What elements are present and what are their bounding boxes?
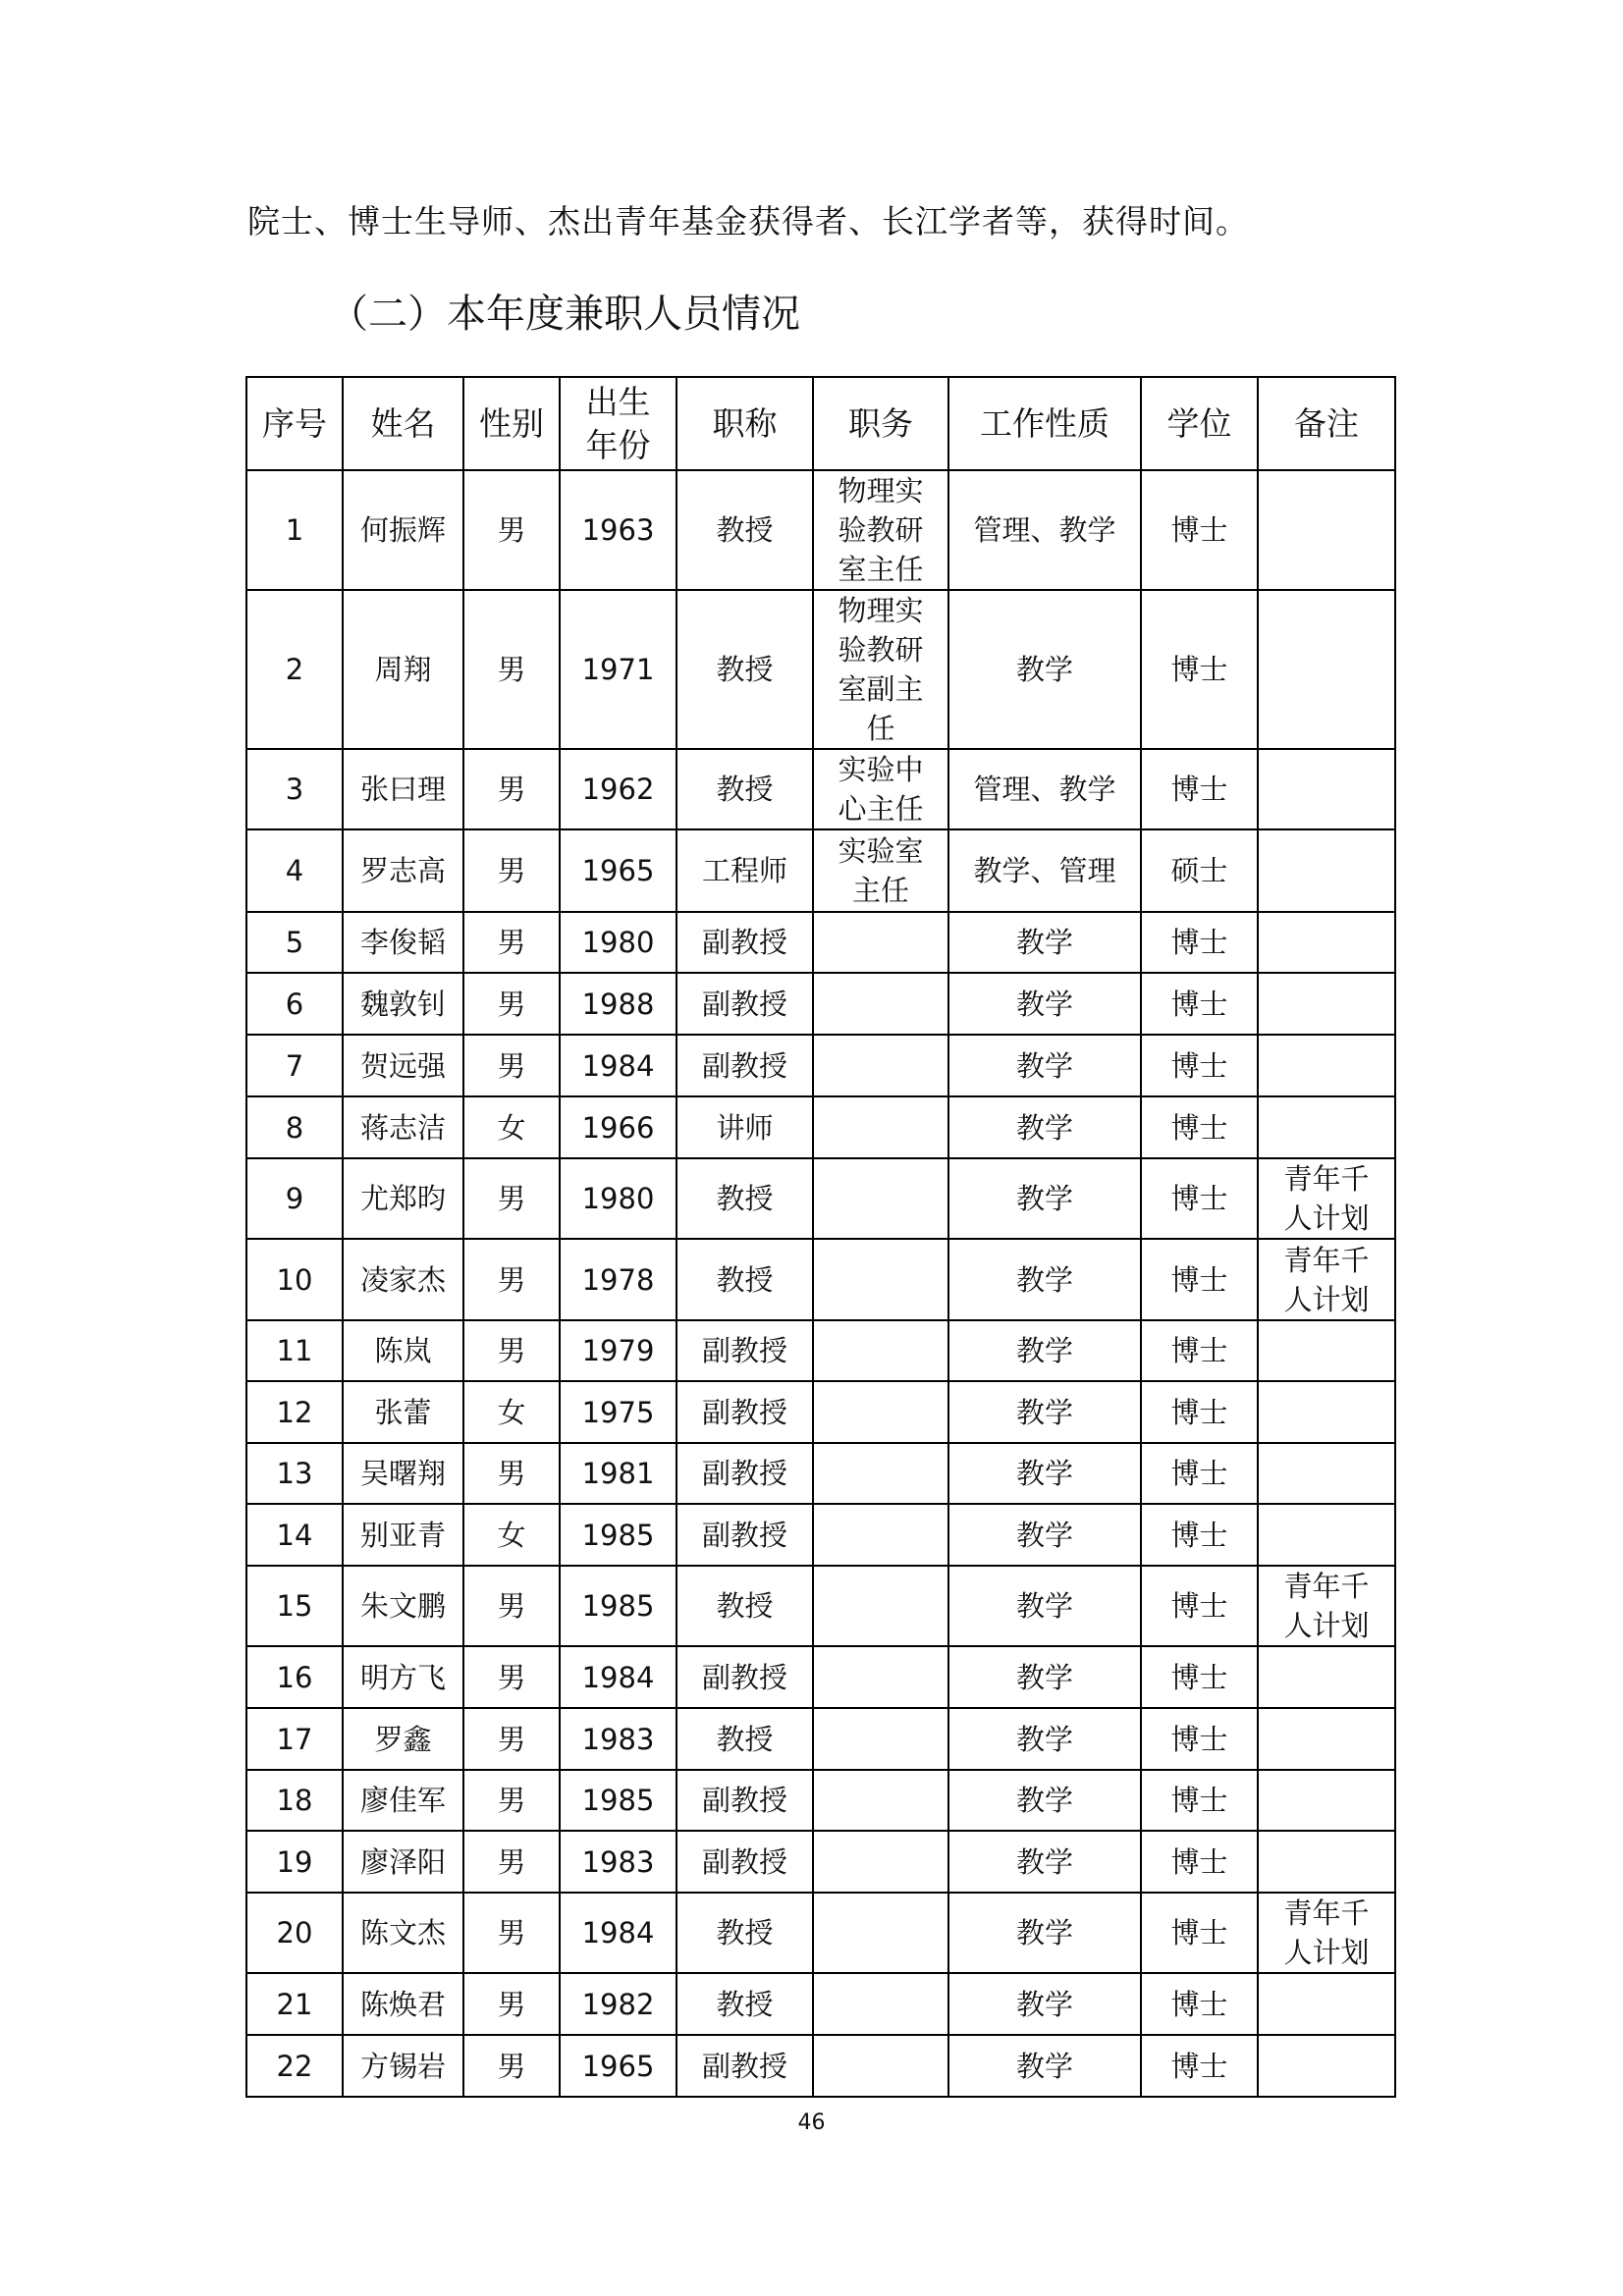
cell-seq: 22: [246, 2035, 343, 2097]
cell-seq: 12: [246, 1381, 343, 1443]
cell-gender: 男: [463, 590, 560, 749]
table-row: [246, 1320, 1395, 1381]
cell-gender: 男: [463, 1831, 560, 1893]
cell-name: 陈文杰: [343, 1893, 463, 1973]
table-row: [246, 590, 1395, 749]
cell-gender: 女: [463, 1504, 560, 1566]
cell-title: 副教授: [676, 1770, 813, 1831]
table-row: [246, 1893, 1395, 1973]
cell-degree: 博士: [1141, 1973, 1258, 2035]
cell-gender: 男: [463, 1566, 560, 1646]
cell-name: 朱文鹏: [343, 1566, 463, 1646]
cell-note: [1258, 1770, 1395, 1831]
cell-seq: 19: [246, 1831, 343, 1893]
cell-title: 副教授: [676, 912, 813, 973]
cell-degree: 博士: [1141, 1035, 1258, 1096]
cell-gender: 男: [463, 1646, 560, 1708]
table-row: [246, 470, 1395, 590]
cell-gender: 男: [463, 1708, 560, 1770]
table-row: [246, 1831, 1395, 1893]
cell-post: [813, 2035, 948, 2097]
cell-birth: 1984: [560, 1646, 676, 1708]
header-title: 职称: [676, 377, 813, 470]
cell-nature: 教学: [948, 1096, 1141, 1158]
cell-post: 实验中 心主任: [813, 749, 948, 829]
part-time-staff-table: [245, 376, 1396, 2098]
cell-birth: 1963: [560, 470, 676, 590]
cell-note: 青年千 人计划: [1258, 1158, 1395, 1239]
cell-nature: 教学: [948, 1443, 1141, 1504]
cell-seq: 15: [246, 1566, 343, 1646]
cell-birth: 1985: [560, 1770, 676, 1831]
cell-post: [813, 1239, 948, 1320]
cell-degree: 博士: [1141, 1504, 1258, 1566]
cell-degree: 博士: [1141, 1566, 1258, 1646]
cell-birth: 1962: [560, 749, 676, 829]
table-row: [246, 2035, 1395, 2097]
cell-note: [1258, 1096, 1395, 1158]
cell-seq: 8: [246, 1096, 343, 1158]
cell-seq: 14: [246, 1504, 343, 1566]
table-row: [246, 749, 1395, 829]
cell-post: [813, 1973, 948, 2035]
cell-birth: 1985: [560, 1504, 676, 1566]
cell-gender: 男: [463, 973, 560, 1035]
cell-seq: 10: [246, 1239, 343, 1320]
header-name: 姓名: [343, 377, 463, 470]
cell-post: [813, 1708, 948, 1770]
table-row: [246, 1708, 1395, 1770]
cell-gender: 男: [463, 1893, 560, 1973]
cell-nature: 教学: [948, 1831, 1141, 1893]
cell-gender: 女: [463, 1381, 560, 1443]
cell-title: 讲师: [676, 1096, 813, 1158]
cell-nature: 教学: [948, 1770, 1141, 1831]
cell-title: 副教授: [676, 1443, 813, 1504]
cell-title: 教授: [676, 1973, 813, 2035]
cell-gender: 男: [463, 829, 560, 912]
cell-birth: 1984: [560, 1893, 676, 1973]
cell-title: 教授: [676, 470, 813, 590]
cell-nature: 教学: [948, 1158, 1141, 1239]
cell-nature: 管理、教学: [948, 470, 1141, 590]
cell-name: 吴曙翔: [343, 1443, 463, 1504]
cell-post: [813, 1096, 948, 1158]
cell-name: 罗鑫: [343, 1708, 463, 1770]
cell-seq: 18: [246, 1770, 343, 1831]
cell-birth: 1971: [560, 590, 676, 749]
cell-birth: 1979: [560, 1320, 676, 1381]
cell-birth: 1978: [560, 1239, 676, 1320]
cell-post: [813, 1443, 948, 1504]
cell-title: 副教授: [676, 1320, 813, 1381]
cell-title: 副教授: [676, 2035, 813, 2097]
cell-note: 青年千 人计划: [1258, 1239, 1395, 1320]
cell-degree: 博士: [1141, 973, 1258, 1035]
cell-title: 副教授: [676, 1381, 813, 1443]
cell-birth: 1985: [560, 1566, 676, 1646]
cell-birth: 1982: [560, 1973, 676, 2035]
header-birth: 出生 年份: [560, 377, 676, 470]
table-row: [246, 1566, 1395, 1646]
cell-title: 副教授: [676, 1504, 813, 1566]
table-row: [246, 1096, 1395, 1158]
cell-name: 何振辉: [343, 470, 463, 590]
cell-seq: 11: [246, 1320, 343, 1381]
cell-birth: 1975: [560, 1381, 676, 1443]
cell-degree: 博士: [1141, 1158, 1258, 1239]
cell-note: [1258, 749, 1395, 829]
cell-name: 尤郑昀: [343, 1158, 463, 1239]
cell-note: 青年千 人计划: [1258, 1566, 1395, 1646]
cell-degree: 博士: [1141, 1708, 1258, 1770]
cell-degree: 博士: [1141, 1239, 1258, 1320]
cell-name: 贺远强: [343, 1035, 463, 1096]
cell-nature: 教学: [948, 1504, 1141, 1566]
cell-seq: 16: [246, 1646, 343, 1708]
cell-seq: 1: [246, 470, 343, 590]
cell-gender: 男: [463, 1035, 560, 1096]
cell-seq: 5: [246, 912, 343, 973]
cell-name: 张曰理: [343, 749, 463, 829]
header-post: 职务: [813, 377, 948, 470]
table-row: [246, 973, 1395, 1035]
cell-post: [813, 1831, 948, 1893]
cell-nature: 教学: [948, 973, 1141, 1035]
cell-note: [1258, 1504, 1395, 1566]
cell-gender: 男: [463, 1239, 560, 1320]
cell-degree: 博士: [1141, 1770, 1258, 1831]
cell-nature: 管理、教学: [948, 749, 1141, 829]
cell-seq: 20: [246, 1893, 343, 1973]
cell-birth: 1965: [560, 829, 676, 912]
cell-post: [813, 1566, 948, 1646]
table-row: [246, 1504, 1395, 1566]
cell-note: [1258, 829, 1395, 912]
cell-title: 教授: [676, 1708, 813, 1770]
cell-name: 廖佳军: [343, 1770, 463, 1831]
cell-gender: 男: [463, 2035, 560, 2097]
cell-gender: 男: [463, 912, 560, 973]
cell-nature: 教学: [948, 912, 1141, 973]
cell-nature: 教学: [948, 590, 1141, 749]
cell-name: 陈岚: [343, 1320, 463, 1381]
cell-name: 方锡岩: [343, 2035, 463, 2097]
cell-note: [1258, 2035, 1395, 2097]
table-row: [246, 1035, 1395, 1096]
table-row: [246, 1443, 1395, 1504]
header-nature: 工作性质: [948, 377, 1141, 470]
cell-gender: 男: [463, 749, 560, 829]
table-row: [246, 829, 1395, 912]
cell-note: [1258, 1973, 1395, 2035]
cell-nature: 教学: [948, 1320, 1141, 1381]
cell-note: [1258, 1831, 1395, 1893]
cell-degree: 博士: [1141, 1831, 1258, 1893]
cell-post: 物理实 验教研 室主任: [813, 470, 948, 590]
cell-post: [813, 1320, 948, 1381]
cell-nature: 教学: [948, 1708, 1141, 1770]
cell-title: 教授: [676, 1893, 813, 1973]
table-row: [246, 1381, 1395, 1443]
cell-nature: 教学: [948, 1035, 1141, 1096]
cell-title: 教授: [676, 1158, 813, 1239]
cell-note: [1258, 1646, 1395, 1708]
cell-name: 周翔: [343, 590, 463, 749]
cell-seq: 7: [246, 1035, 343, 1096]
cell-post: [813, 912, 948, 973]
cell-birth: 1980: [560, 912, 676, 973]
cell-name: 别亚青: [343, 1504, 463, 1566]
cell-post: [813, 973, 948, 1035]
header-degree: 学位: [1141, 377, 1258, 470]
table-row: [246, 1770, 1395, 1831]
cell-note: [1258, 590, 1395, 749]
cell-post: [813, 1646, 948, 1708]
cell-note: [1258, 1035, 1395, 1096]
cell-birth: 1984: [560, 1035, 676, 1096]
cell-degree: 硕士: [1141, 829, 1258, 912]
cell-nature: 教学: [948, 1893, 1141, 1973]
table-header-row: [246, 377, 1395, 470]
cell-note: [1258, 1320, 1395, 1381]
cell-note: [1258, 1708, 1395, 1770]
cell-seq: 13: [246, 1443, 343, 1504]
cell-name: 张蕾: [343, 1381, 463, 1443]
table-row: [246, 1646, 1395, 1708]
cell-birth: 1983: [560, 1831, 676, 1893]
cell-note: [1258, 912, 1395, 973]
cell-note: [1258, 1381, 1395, 1443]
cell-post: [813, 1770, 948, 1831]
cell-title: 教授: [676, 1239, 813, 1320]
cell-seq: 6: [246, 973, 343, 1035]
cell-name: 陈焕君: [343, 1973, 463, 2035]
cell-post: [813, 1893, 948, 1973]
cell-birth: 1966: [560, 1096, 676, 1158]
cell-seq: 4: [246, 829, 343, 912]
cell-title: 副教授: [676, 1831, 813, 1893]
cell-degree: 博士: [1141, 1381, 1258, 1443]
cell-nature: 教学: [948, 2035, 1141, 2097]
header-seq: 序号: [246, 377, 343, 470]
cell-name: 魏敦钊: [343, 973, 463, 1035]
table-row: [246, 1239, 1395, 1320]
cell-note: [1258, 1443, 1395, 1504]
cell-title: 副教授: [676, 1035, 813, 1096]
cell-nature: 教学、管理: [948, 829, 1141, 912]
cell-birth: 1983: [560, 1708, 676, 1770]
cell-name: 凌家杰: [343, 1239, 463, 1320]
section-title: （二）本年度兼职人员情况: [329, 292, 800, 337]
cell-post: [813, 1158, 948, 1239]
table-row: [246, 1973, 1395, 2035]
intro-text: 院士、博士生导师、杰出青年基金获得者、长江学者等，获得时间。: [247, 202, 1249, 240]
cell-birth: 1988: [560, 973, 676, 1035]
cell-note: [1258, 470, 1395, 590]
cell-gender: 男: [463, 1443, 560, 1504]
cell-title: 教授: [676, 749, 813, 829]
cell-seq: 21: [246, 1973, 343, 2035]
cell-nature: 教学: [948, 1646, 1141, 1708]
cell-name: 蒋志洁: [343, 1096, 463, 1158]
cell-degree: 博士: [1141, 1646, 1258, 1708]
cell-post: [813, 1381, 948, 1443]
cell-seq: 2: [246, 590, 343, 749]
cell-seq: 17: [246, 1708, 343, 1770]
cell-degree: 博士: [1141, 1443, 1258, 1504]
cell-birth: 1981: [560, 1443, 676, 1504]
cell-birth: 1980: [560, 1158, 676, 1239]
cell-post: 实验室 主任: [813, 829, 948, 912]
cell-degree: 博士: [1141, 912, 1258, 973]
header-gender: 性别: [463, 377, 560, 470]
cell-birth: 1965: [560, 2035, 676, 2097]
cell-name: 廖泽阳: [343, 1831, 463, 1893]
page-number: 46: [797, 2110, 826, 2135]
cell-post: 物理实 验教研 室副主 任: [813, 590, 948, 749]
cell-post: [813, 1504, 948, 1566]
cell-degree: 博士: [1141, 1096, 1258, 1158]
cell-degree: 博士: [1141, 590, 1258, 749]
cell-degree: 博士: [1141, 1893, 1258, 1973]
cell-seq: 3: [246, 749, 343, 829]
header-note: 备注: [1258, 377, 1395, 470]
cell-note: [1258, 973, 1395, 1035]
cell-nature: 教学: [948, 1381, 1141, 1443]
cell-degree: 博士: [1141, 470, 1258, 590]
cell-gender: 男: [463, 470, 560, 590]
cell-degree: 博士: [1141, 1320, 1258, 1381]
cell-seq: 9: [246, 1158, 343, 1239]
cell-degree: 博士: [1141, 2035, 1258, 2097]
cell-title: 副教授: [676, 1646, 813, 1708]
cell-gender: 男: [463, 1770, 560, 1831]
cell-name: 罗志高: [343, 829, 463, 912]
cell-nature: 教学: [948, 1566, 1141, 1646]
cell-name: 明方飞: [343, 1646, 463, 1708]
cell-title: 教授: [676, 1566, 813, 1646]
cell-title: 教授: [676, 590, 813, 749]
cell-gender: 男: [463, 1158, 560, 1239]
cell-nature: 教学: [948, 1973, 1141, 2035]
cell-title: 副教授: [676, 973, 813, 1035]
cell-gender: 男: [463, 1320, 560, 1381]
cell-gender: 男: [463, 1973, 560, 2035]
cell-post: [813, 1035, 948, 1096]
cell-title: 工程师: [676, 829, 813, 912]
table-row: [246, 1158, 1395, 1239]
cell-nature: 教学: [948, 1239, 1141, 1320]
table-row: [246, 912, 1395, 973]
cell-degree: 博士: [1141, 749, 1258, 829]
cell-note: 青年千 人计划: [1258, 1893, 1395, 1973]
cell-name: 李俊韬: [343, 912, 463, 973]
cell-gender: 女: [463, 1096, 560, 1158]
